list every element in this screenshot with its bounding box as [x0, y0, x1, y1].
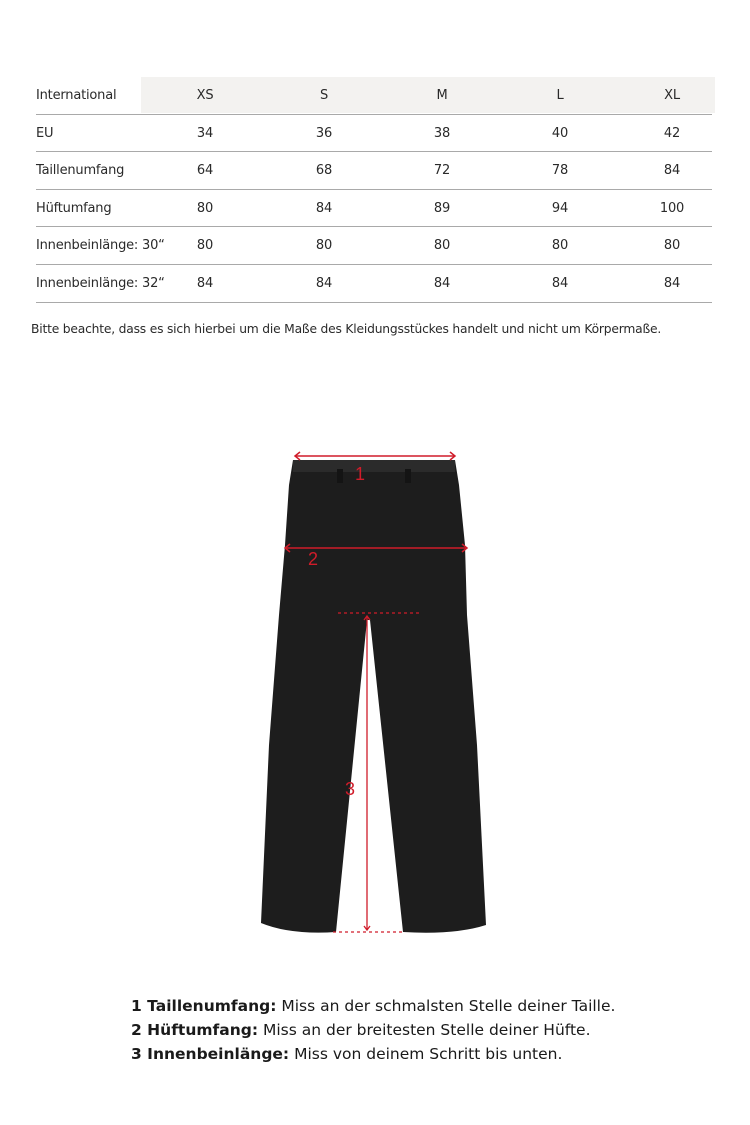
table-cell: 84	[196, 275, 214, 291]
table-cell: 84	[551, 275, 569, 291]
table-cell: 80	[196, 238, 214, 254]
header-label: International	[36, 88, 117, 103]
header-size-s: S	[319, 88, 329, 103]
waistband	[293, 460, 455, 472]
measurement-legend	[131, 994, 615, 1066]
table-cell: 80	[433, 238, 451, 254]
table-row	[36, 227, 712, 265]
legend-item	[131, 994, 615, 1018]
table-header-row	[36, 77, 712, 115]
legend-item	[131, 1018, 615, 1042]
table-cell: 84	[663, 163, 681, 179]
table-cell: 64	[196, 163, 214, 179]
pants-silhouette	[261, 460, 486, 933]
header-size-m: M	[436, 88, 448, 103]
measurement-note: Bitte beachte, dass es sich hierbei um die Maße des Kleidungsstückes handelt und nicht um Körpermaße.	[31, 322, 662, 336]
table-cell: 72	[433, 163, 451, 179]
header-size-xl: XL	[664, 88, 680, 103]
header-size-l: L	[556, 88, 564, 103]
marker-2: 2	[308, 549, 319, 569]
legend-term: 1 Taillenumfang:	[131, 997, 277, 1015]
table-cell: 80	[196, 200, 214, 216]
legend-term: 3 Innenbeinlänge:	[131, 1045, 290, 1063]
table-cell: 80	[663, 238, 681, 254]
table-cell: 84	[315, 200, 333, 216]
table-cell: 84	[315, 275, 333, 291]
table-row	[36, 265, 712, 303]
marker-3: 3	[345, 779, 356, 799]
table-cell: 89	[433, 200, 451, 216]
row-label: Innenbeinlänge: 30“	[36, 238, 165, 254]
legend-item	[131, 1042, 615, 1066]
table-cell: 84	[663, 275, 681, 291]
table-cell: 84	[433, 275, 451, 291]
legend-text: Miss an der schmalsten Stelle deiner Taille.	[276, 997, 616, 1015]
table-cell: 100	[659, 200, 685, 216]
table-cell: 80	[551, 238, 569, 254]
table-cell: 40	[551, 125, 569, 141]
table-cell: 42	[663, 125, 681, 141]
table-row	[36, 152, 712, 190]
belt-loop	[337, 469, 343, 483]
table-cell: 80	[315, 238, 333, 254]
size-table	[36, 77, 712, 303]
legend-text: Miss von deinem Schritt bis unten.	[289, 1045, 563, 1063]
table-row	[36, 115, 712, 153]
table-row	[36, 190, 712, 228]
table-cell: 68	[315, 163, 333, 179]
waist-measure-line	[295, 452, 455, 460]
table-cell: 36	[315, 125, 333, 141]
legend-text: Miss an der breitesten Stelle deiner Hüfte.	[258, 1021, 591, 1039]
pants-measurement-illustration	[255, 445, 495, 945]
belt-loop	[405, 469, 411, 483]
table-cell: 34	[196, 125, 214, 141]
table-cell: 38	[433, 125, 451, 141]
row-label: Hüftumfang	[36, 200, 112, 216]
marker-1: 1	[355, 464, 366, 484]
row-label: Innenbeinlänge: 32“	[36, 275, 165, 291]
table-cell: 78	[551, 163, 569, 179]
table-cell: 94	[551, 200, 569, 216]
row-label: EU	[36, 125, 54, 141]
legend-term: 2 Hüftumfang:	[131, 1021, 259, 1039]
header-size-xs: XS	[196, 88, 214, 103]
row-label: Taillenumfang	[36, 163, 125, 179]
